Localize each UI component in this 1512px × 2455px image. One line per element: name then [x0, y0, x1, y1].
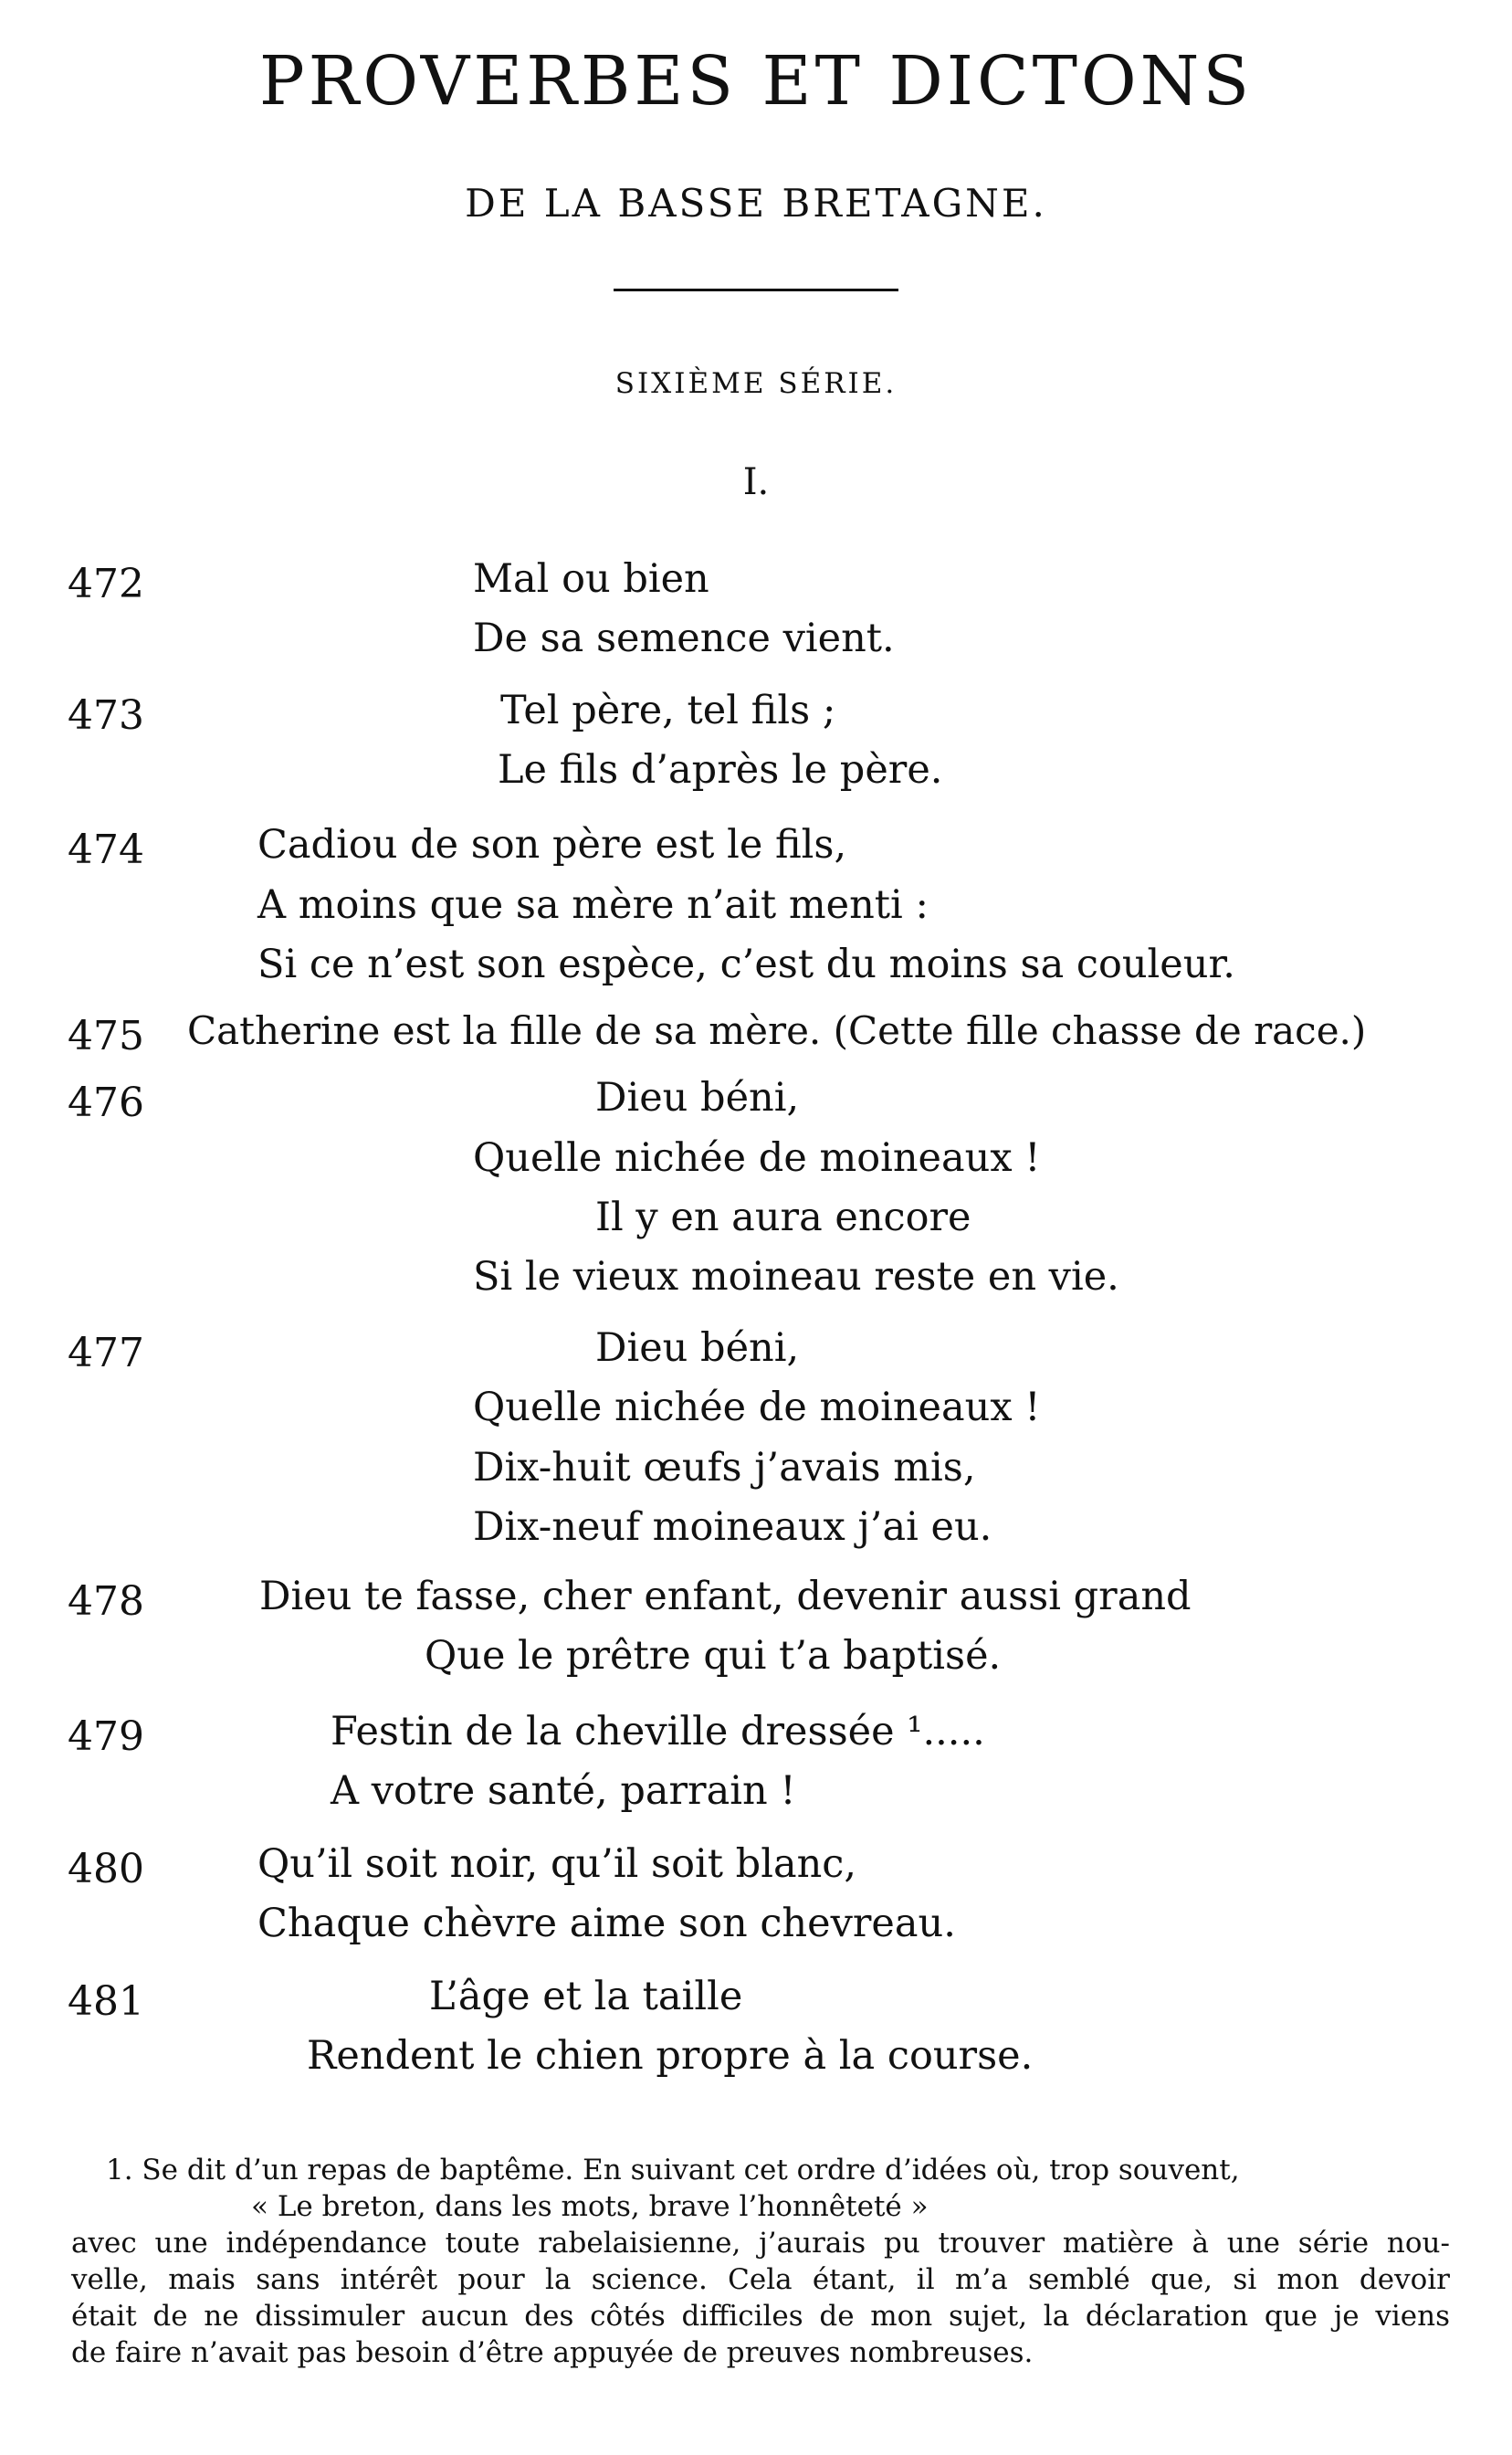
footnote-line: de faire n’avait pas besoin d’être appuyée de preuves nombreuses. [71, 2336, 1034, 2369]
proverb-number: 473 [68, 692, 144, 739]
proverb-line: Si le vieux moineau reste en vie. [473, 1254, 1119, 1300]
section-number: I. [742, 461, 770, 503]
proverb-line: Mal ou bien [473, 556, 709, 602]
proverb-line: Dix-neuf moineaux j’ai eu. [473, 1504, 992, 1550]
proverb-line: Dix-huit œufs j’avais mis, [473, 1445, 976, 1491]
proverb-line: Dieu béni, [595, 1325, 800, 1371]
proverb-number: 476 [68, 1080, 144, 1126]
proverb-line: Festin de la cheville dressée ¹..... [331, 1709, 985, 1754]
proverb-line: Dieu te fasse, cher enfant, devenir aussi grand [259, 1574, 1192, 1619]
proverb-line: De sa semence vient. [473, 616, 895, 661]
proverb-line: A votre santé, parrain ! [331, 1768, 796, 1814]
series-heading: SIXIÈME SÉRIE. [614, 367, 898, 400]
proverb-number: 478 [68, 1578, 144, 1625]
proverb-line: Tel père, tel fils ; [500, 688, 836, 733]
footnote-line: avec une indépendance toute rabelaisienne, j’aurais pu trouver matière à une série nou- [71, 2227, 1450, 2260]
proverb-number: 480 [68, 1846, 144, 1892]
proverb-line: Quelle nichée de moineaux ! [473, 1135, 1041, 1181]
proverb-number: 477 [68, 1330, 144, 1376]
proverb-number: 472 [68, 561, 144, 607]
footnote-line: 1. Se dit d’un repas de baptême. En suivant cet ordre d’idées où, trop souvent, [106, 2154, 1240, 2186]
proverb-number: 475 [68, 1013, 144, 1059]
proverb-number: 479 [68, 1713, 144, 1760]
proverb-number: 481 [68, 1978, 144, 2025]
proverb-line: Que le prêtre qui t’a baptisé. [425, 1633, 1002, 1679]
page-subtitle: DE LA BASSE BRETAGNE. [465, 181, 1047, 226]
footnote-line: velle, mais sans intérêt pour la science. Cela étant, il m’a semblé que, si mon devoir [71, 2263, 1450, 2296]
proverb-line: L’âge et la taille [429, 1974, 743, 2019]
proverb-line: Chaque chèvre aime son chevreau. [257, 1901, 956, 1946]
title-divider [614, 289, 898, 291]
proverb-line: Rendent le chien propre à la course. [307, 2033, 1034, 2079]
page-title: PROVERBES ET DICTONS [258, 42, 1254, 121]
proverb-line: Cadiou de son père est le fils, [257, 822, 847, 868]
footnote-line: était de ne dissimuler aucun des côtés difficiles de mon sujet, la déclaration que je viens [71, 2300, 1450, 2333]
proverb-line: Le fils d’après le père. [498, 747, 943, 793]
proverb-line: Dieu béni, [595, 1075, 800, 1121]
footnote-quote: « Le breton, dans les mots, brave l’honnêteté » [251, 2190, 929, 2223]
proverb-line: Si ce n’est son espèce, c’est du moins sa couleur. [257, 942, 1235, 987]
proverb-line: Catherine est la fille de sa mère. (Cette fille chasse de race.) [187, 1008, 1367, 1053]
proverb-line: Quelle nichée de moineaux ! [473, 1385, 1041, 1430]
proverb-line: Qu’il soit noir, qu’il soit blanc, [257, 1841, 857, 1887]
proverb-line: Il y en aura encore [595, 1195, 971, 1240]
proverb-number: 474 [68, 827, 144, 873]
proverb-line: A moins que sa mère n’ait menti : [257, 882, 929, 928]
